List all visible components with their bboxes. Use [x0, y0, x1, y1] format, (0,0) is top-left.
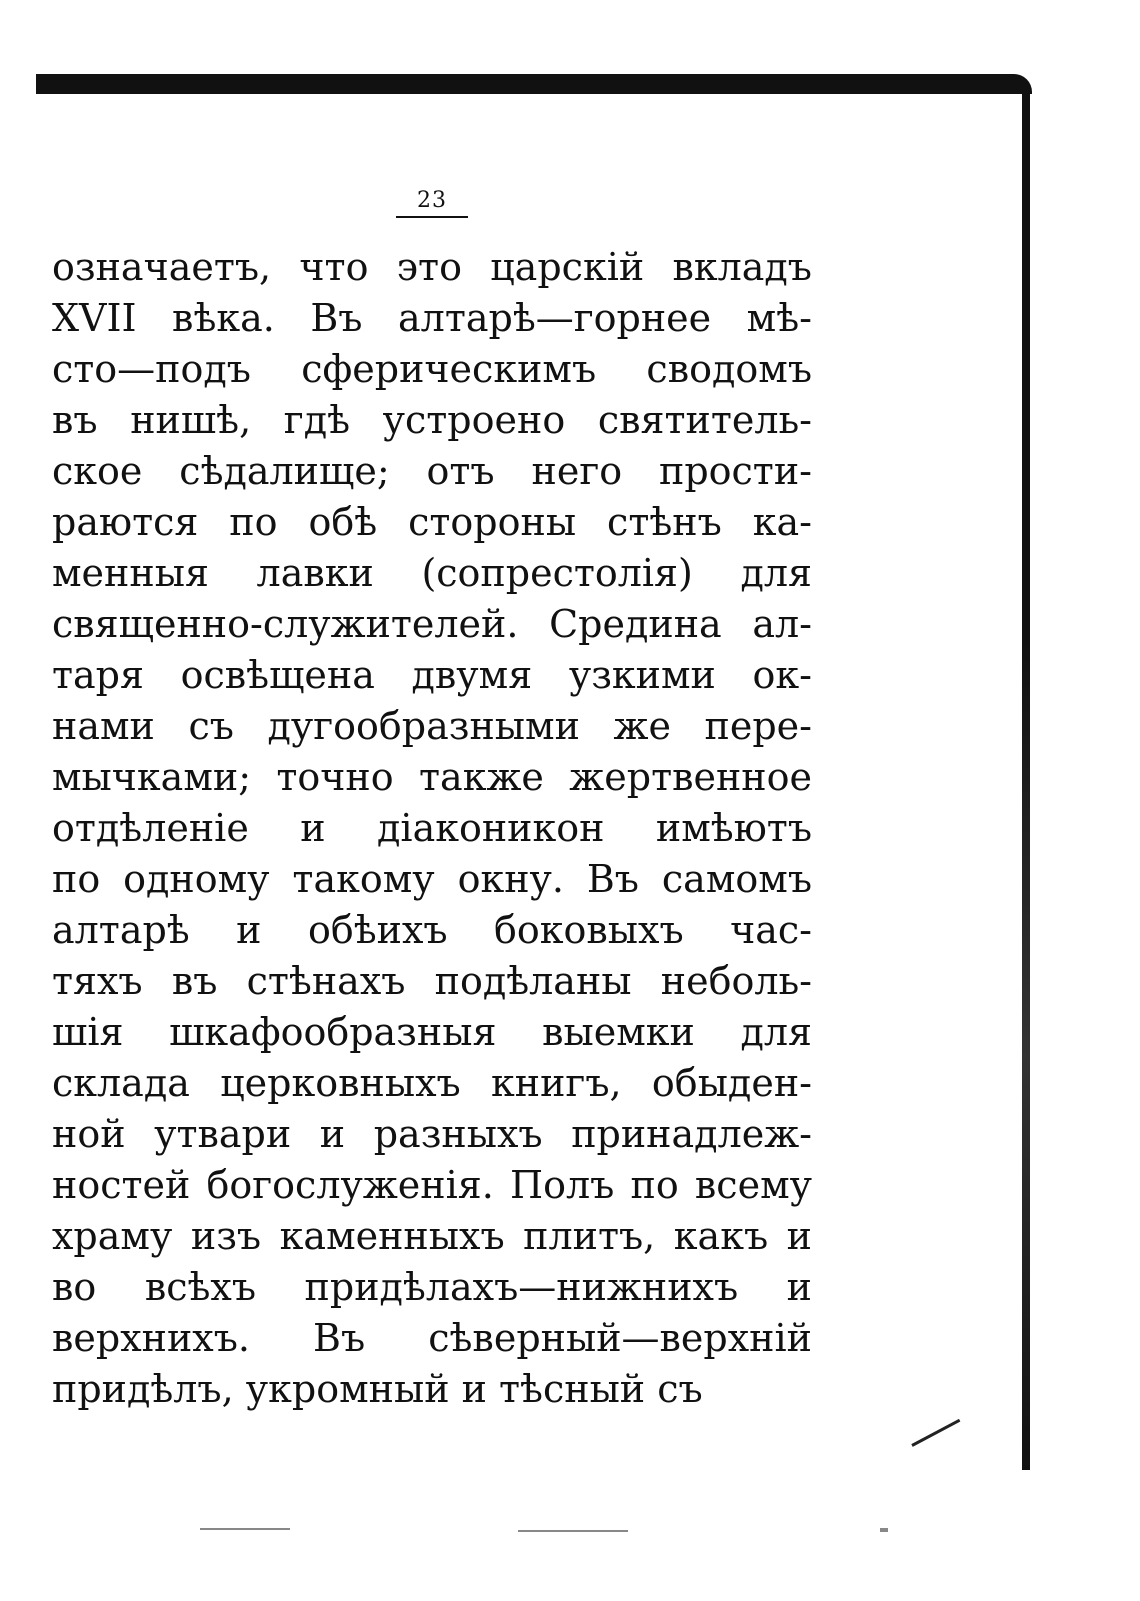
- text-line: придѣлъ, укромный и тѣсный съ: [52, 1367, 703, 1411]
- text-line: ское сѣдалище; отъ него прости-: [52, 449, 812, 493]
- page-number: 23: [417, 188, 447, 213]
- text-line: верхнихъ. Въ сѣверный—верхній: [52, 1316, 812, 1360]
- text-line: склада церковныхъ книгъ, обыден-: [52, 1061, 812, 1105]
- text-line: тяхъ въ стѣнахъ подѣланы неболь-: [52, 959, 812, 1003]
- text-line: менныя лавки (сопрестолія) для: [52, 551, 812, 595]
- text-line: храму изъ каменныхъ плитъ, какъ и: [52, 1214, 812, 1258]
- right-page-edge: [1022, 90, 1030, 1470]
- text-line: шія шкафообразныя выемки для: [52, 1010, 812, 1054]
- text-line: алтарѣ и обѣихъ боковыхъ час-: [52, 908, 812, 952]
- text-line: раются по обѣ стороны стѣнъ ка-: [52, 500, 812, 544]
- scan-smudge: [200, 1528, 290, 1530]
- text-line: означаетъ, что это царскій вкладъ: [52, 245, 812, 289]
- text-line: священно-служителей. Средина ал-: [52, 602, 812, 646]
- text-line: въ нишѣ, гдѣ устроено святитель-: [52, 398, 812, 442]
- text-line: ной утвари и разныхъ принадлеж-: [52, 1112, 812, 1156]
- text-line: сто—подъ сферическимъ сводомъ: [52, 347, 812, 391]
- text-line: по одному такому окну. Въ самомъ: [52, 857, 812, 901]
- text-line: мычками; точно также жертвенное: [52, 755, 812, 799]
- text-line: ностей богослуженія. Полъ по всему: [52, 1163, 812, 1207]
- text-line: отдѣленіе и діаконикон имѣютъ: [52, 806, 812, 850]
- scan-smudge: [518, 1530, 628, 1532]
- body-text: [52, 242, 812, 1415]
- page-number-rule: [396, 216, 468, 218]
- ink-mark: [911, 1419, 960, 1447]
- text-line: XVII вѣка. Въ алтарѣ—горнее мѣ-: [52, 296, 812, 340]
- text-line: нами съ дугообразными же пере-: [52, 704, 812, 748]
- text-line: таря освѣщена двумя узкими ок-: [52, 653, 812, 697]
- scan-smudge: [880, 1528, 888, 1532]
- text-line: во всѣхъ придѣлахъ—нижнихъ и: [52, 1265, 812, 1309]
- top-border-rule-thick: [36, 74, 536, 82]
